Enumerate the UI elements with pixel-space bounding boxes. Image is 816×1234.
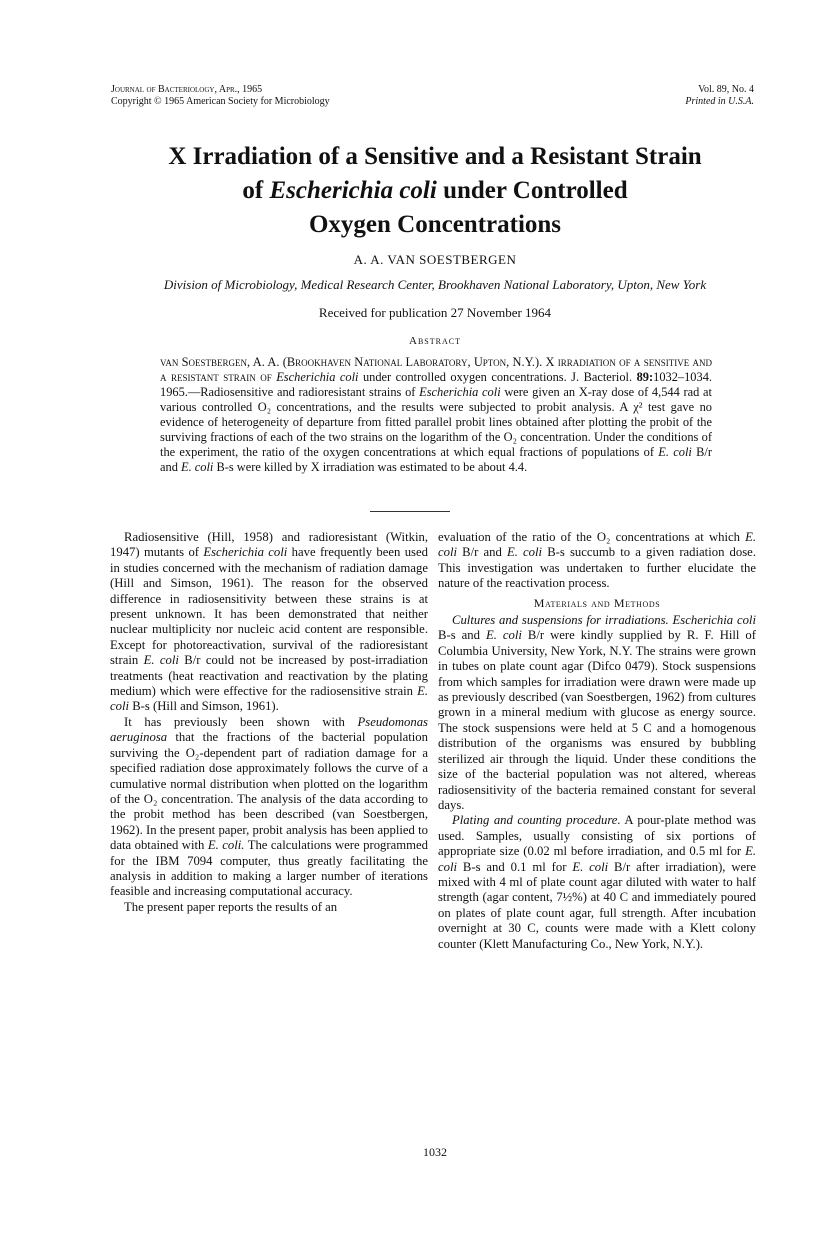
journal-citation: Journal of Bacteriology, Apr., 1965 [111, 84, 263, 95]
title-line-3: Oxygen Concentrations [308, 211, 562, 238]
title-line-2-pre: of [242, 177, 270, 204]
copyright-line: Copyright © 1965 American Society for Microbiology [111, 96, 330, 107]
abstract-heading: Abstract [409, 335, 461, 347]
page-number: 1032 [423, 1145, 447, 1159]
volume-issue: Vol. 89, No. 4 [698, 84, 754, 95]
author-name: A. A. VAN SOESTBERGEN [353, 252, 517, 267]
article-title [100, 140, 770, 242]
section-heading: Materials and Methods [533, 595, 661, 610]
running-header-right [685, 84, 754, 108]
body-paragraph: The present paper reports the results of an [124, 899, 338, 914]
abstract-text: van Soestbergen, A. A. (Brookhaven National Laboratory, Upton, N.Y.). X irradiation of a sensitive and a resistant strain of Escherichia coli under controlled oxygen concentrations. J. Bacteriol. 89:1032–1034. 1965.—Radiosensitive and radioresistant strains of Escherichia coli were given an X-ray dose of 4,544 rad at various controlled O₂ concentrations, and the results were subjected to probit analysis. A χ² test gave no evidence of heterogeneity of departure from fitted parallel probit lines obtained after plotting the probit of the surviving fractions of each of the two strains on the logarithm of the O₂ concentration. Under the conditions of the experiment, the ratio of the oxygen concentrations at which equal fractions of populations of E. coli B/r and E. coli B-s were killed by X irradiation was estimated to be about 4.4. [160, 355, 712, 474]
running-header-left [111, 84, 330, 108]
received-date: Received for publication 27 November 1964 [318, 305, 552, 320]
body-paragraph: Radiosensitive (Hill, 1958) and radioresistant (Witkin, 1947) mutants of Escherichia coli have frequently been used in studies concerned with the mechanism of radiation damage (Hill and Simson, 1961). The reason for the observed difference in radiosensitivity between these strains is at present unknown. It has been demonstrated that neither nuclear multiplicity nor nucleic acid content are responsible. Except for photoreactivation, survival of the radioresistant strain E. coli B/r could not be increased by post-irradiation treatments (heat reactivation and reactivation by the plating medium) which were effective for the radiosensitive strain E. coli B-s (Hill and Simson, 1961). [110, 530, 428, 714]
subsection-runin: Plating and counting procedure. [452, 813, 621, 828]
title-organism: Escherichia coli [269, 177, 437, 204]
body-paragraph: Plating and counting procedure. A pour-plate method was used. Samples, usually consisting of six portions of appropriate size (0.02 ml before irradiation, and 0.5 ml for E. coli B-s and 0.1 ml for E. coli B/r after irradiation), were mixed with 4 ml of plate count agar diluted with water to half strength (agar content, 7½%) at 40 C and immediately poured on plates of plate count agar, full strength. After incubation overnight at 30 C, counts were made with a Klett colony counter (Klett Manufacturing Co., New York, N.Y.). [438, 813, 756, 951]
body-paragraph: Cultures and suspensions for irradiations. Escherichia coli B-s and E. coli B/r were kindly supplied by R. F. Hill of Columbia University, New York, N.Y. The strains were grown in tubes on plate count agar (Difco 0479). Stock suspensions from which samples for irradiation were drawn were made up as previously described (van Soestbergen, 1962) from cultures grown in a mineral medium with glucose as energy source. The stock suspensions were held at 5 C and a homogenous distribution of the organisms was ensured by bubbling sterilized air through the liquid. Under these conditions the size of the bacterial population was not altered, whereas radiosensitivity of the bacteria remained constant for several days. [438, 613, 757, 812]
title-line-2-post: under Controlled [436, 177, 628, 204]
subsection-runin: Cultures and suspensions for irradiations. [452, 613, 669, 628]
body-paragraph: evaluation of the ratio of the O₂ concentrations at which E. coli B/r and E. coli B-s succumb to a given radiation dose. This investigation was undertaken to further elucidate the nature of the reactivation process. [438, 530, 756, 591]
printed-in: Printed in U.S.A. [685, 96, 754, 107]
right-column [438, 530, 756, 952]
title-line-1: X Irradiation of a Sensitive and a Resistant Strain [168, 143, 702, 170]
section-divider [370, 511, 450, 512]
left-column [110, 530, 428, 915]
body-paragraph: It has previously been shown with Pseudomonas aeruginosa that the fractions of the bacterial population surviving the O₂-dependent part of radiation damage for a specified radiation dose approximately follows the curve of a cumulative normal distribution when plotted on the logarithm of the O₂ concentration. The analysis of the data according to the probit method has been described (van Soestbergen, 1962). In the present paper, probit analysis has been applied to data obtained with E. coli. The calculations were programmed for the IBM 7094 computer, thus greatly facilitating the analysis in addition to making a larger number of iterations feasible and increasing computational accuracy. [110, 714, 428, 899]
author-affiliation: Division of Microbiology, Medical Research Center, Brookhaven National Laboratory, Upton, New York [163, 277, 707, 292]
